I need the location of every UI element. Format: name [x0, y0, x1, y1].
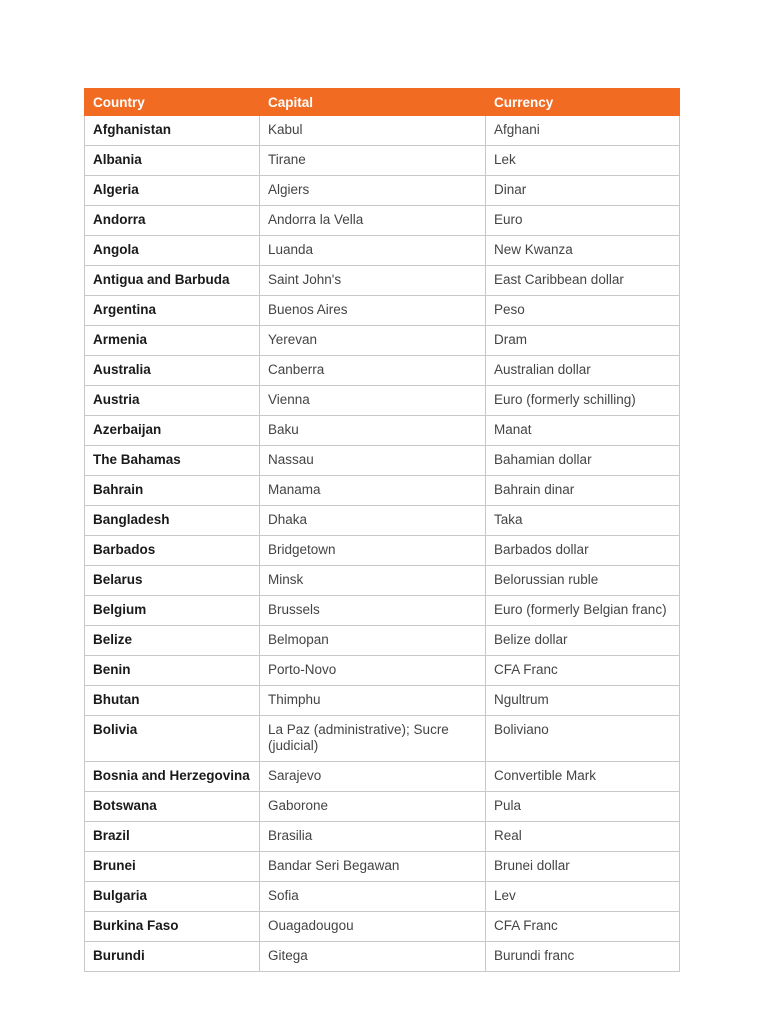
country-cell: Austria: [85, 386, 260, 416]
table-row: [85, 596, 680, 626]
table-row: [85, 236, 680, 266]
capital-cell: Gitega: [260, 942, 486, 972]
capital-cell: Luanda: [260, 236, 486, 266]
capital-cell: Ouagadougou: [260, 912, 486, 942]
country-cell: Belize: [85, 626, 260, 656]
capital-cell: Yerevan: [260, 326, 486, 356]
country-cell: Burkina Faso: [85, 912, 260, 942]
header-capital: Capital: [260, 89, 486, 116]
country-cell: Brazil: [85, 822, 260, 852]
table-row: [85, 626, 680, 656]
table-row: [85, 942, 680, 972]
capital-cell: Thimphu: [260, 686, 486, 716]
country-cell: Brunei: [85, 852, 260, 882]
country-cell: Bhutan: [85, 686, 260, 716]
country-cell: Argentina: [85, 296, 260, 326]
capital-cell: Nassau: [260, 446, 486, 476]
header-currency: Currency: [486, 89, 680, 116]
currency-cell: Ngultrum: [486, 686, 680, 716]
table-row: [85, 116, 680, 146]
capital-cell: Manama: [260, 476, 486, 506]
capital-cell: Bandar Seri Begawan: [260, 852, 486, 882]
table-row: [85, 356, 680, 386]
currency-cell: Dram: [486, 326, 680, 356]
capital-cell: Sofia: [260, 882, 486, 912]
country-cell: Antigua and Barbuda: [85, 266, 260, 296]
capital-cell: Sarajevo: [260, 762, 486, 792]
country-cell: Albania: [85, 146, 260, 176]
capital-cell: Brasilia: [260, 822, 486, 852]
capital-cell: Saint John's: [260, 266, 486, 296]
capital-cell: Algiers: [260, 176, 486, 206]
country-cell: Australia: [85, 356, 260, 386]
country-cell: Bahrain: [85, 476, 260, 506]
country-cell: Bangladesh: [85, 506, 260, 536]
country-cell: Belgium: [85, 596, 260, 626]
currency-cell: New Kwanza: [486, 236, 680, 266]
table-row: [85, 792, 680, 822]
country-cell: Bosnia and Herzegovina: [85, 762, 260, 792]
currency-cell: Dinar: [486, 176, 680, 206]
currency-cell: Taka: [486, 506, 680, 536]
table-row: [85, 506, 680, 536]
table-header: [85, 89, 680, 116]
table-row: [85, 566, 680, 596]
capital-cell: Canberra: [260, 356, 486, 386]
country-cell: Bolivia: [85, 716, 260, 762]
currency-cell: Belize dollar: [486, 626, 680, 656]
currency-cell: CFA Franc: [486, 912, 680, 942]
currency-cell: Burundi franc: [486, 942, 680, 972]
country-cell: Belarus: [85, 566, 260, 596]
country-table: [84, 88, 680, 972]
table-row: [85, 206, 680, 236]
table-row: [85, 176, 680, 206]
table-row: [85, 716, 680, 762]
table-row: [85, 416, 680, 446]
table-row: [85, 912, 680, 942]
currency-cell: Pula: [486, 792, 680, 822]
currency-cell: Bahrain dinar: [486, 476, 680, 506]
currency-cell: Australian dollar: [486, 356, 680, 386]
table-body: [85, 116, 680, 972]
capital-cell: La Paz (administrative); Sucre (judicial): [260, 716, 486, 762]
capital-cell: Buenos Aires: [260, 296, 486, 326]
table-row: [85, 446, 680, 476]
capital-cell: Tirane: [260, 146, 486, 176]
table-row: [85, 882, 680, 912]
capital-cell: Kabul: [260, 116, 486, 146]
table-row: [85, 386, 680, 416]
country-cell: Botswana: [85, 792, 260, 822]
currency-cell: Brunei dollar: [486, 852, 680, 882]
table-row: [85, 686, 680, 716]
country-cell: Algeria: [85, 176, 260, 206]
capital-cell: Belmopan: [260, 626, 486, 656]
table-row: [85, 536, 680, 566]
table-row: [85, 822, 680, 852]
capital-cell: Baku: [260, 416, 486, 446]
currency-cell: Boliviano: [486, 716, 680, 762]
currency-cell: East Caribbean dollar: [486, 266, 680, 296]
currency-cell: Belorussian ruble: [486, 566, 680, 596]
currency-cell: Peso: [486, 296, 680, 326]
header-row: [85, 89, 680, 116]
country-cell: Azerbaijan: [85, 416, 260, 446]
country-cell: Angola: [85, 236, 260, 266]
currency-cell: Real: [486, 822, 680, 852]
country-cell: Afghanistan: [85, 116, 260, 146]
table-row: [85, 476, 680, 506]
table-row: [85, 326, 680, 356]
table-row: [85, 146, 680, 176]
currency-cell: Euro (formerly Belgian franc): [486, 596, 680, 626]
capital-cell: Andorra la Vella: [260, 206, 486, 236]
capital-cell: Minsk: [260, 566, 486, 596]
currency-cell: Lek: [486, 146, 680, 176]
table-row: [85, 852, 680, 882]
currency-cell: CFA Franc: [486, 656, 680, 686]
currency-cell: Euro: [486, 206, 680, 236]
currency-cell: Afghani: [486, 116, 680, 146]
currency-cell: Barbados dollar: [486, 536, 680, 566]
table-row: [85, 266, 680, 296]
country-cell: Barbados: [85, 536, 260, 566]
capital-cell: Gaborone: [260, 792, 486, 822]
table-row: [85, 296, 680, 326]
country-cell: The Bahamas: [85, 446, 260, 476]
header-country: Country: [85, 89, 260, 116]
capital-cell: Dhaka: [260, 506, 486, 536]
country-cell: Andorra: [85, 206, 260, 236]
country-cell: Burundi: [85, 942, 260, 972]
country-cell: Bulgaria: [85, 882, 260, 912]
currency-cell: Bahamian dollar: [486, 446, 680, 476]
capital-cell: Bridgetown: [260, 536, 486, 566]
capital-cell: Brussels: [260, 596, 486, 626]
currency-cell: Euro (formerly schilling): [486, 386, 680, 416]
country-cell: Armenia: [85, 326, 260, 356]
currency-cell: Lev: [486, 882, 680, 912]
currency-cell: Manat: [486, 416, 680, 446]
country-cell: Benin: [85, 656, 260, 686]
currency-cell: Convertible Mark: [486, 762, 680, 792]
capital-cell: Porto-Novo: [260, 656, 486, 686]
table-row: [85, 656, 680, 686]
table-row: [85, 762, 680, 792]
capital-cell: Vienna: [260, 386, 486, 416]
